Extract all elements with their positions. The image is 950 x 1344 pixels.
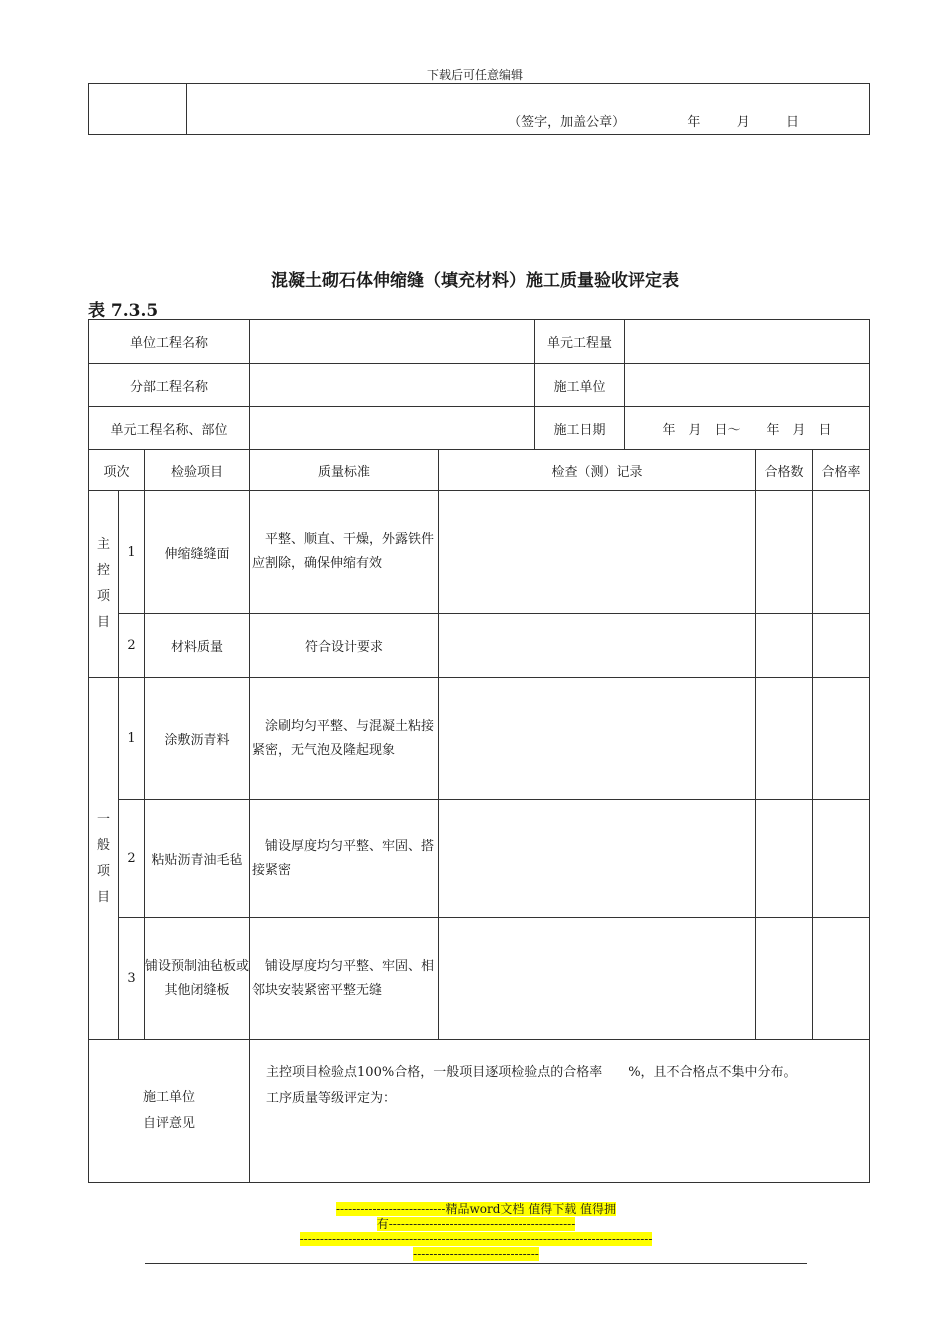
row-item: 涂敷沥青料 (145, 678, 250, 800)
row-pass-rate[interactable] (813, 918, 870, 1040)
row-pass-count[interactable] (756, 614, 813, 678)
footer-line-4: ------------------------------- (413, 1247, 539, 1261)
row-pass-count[interactable] (756, 800, 813, 918)
label-construction-date: 施工日期 (535, 407, 625, 450)
col-standard: 质量标准 (250, 450, 439, 491)
row-no: 2 (119, 800, 145, 918)
row-pass-count[interactable] (756, 678, 813, 800)
sign-month: 月 (736, 115, 750, 130)
row-standard: 涂刷均匀平整、与混凝土粘接紧密，无气泡及隆起现象 (250, 678, 439, 800)
value-unit-quantity[interactable] (625, 320, 870, 364)
table-row (89, 678, 870, 800)
col-item-no: 项次 (89, 450, 145, 491)
label-sub-project-name: 分部工程名称 (89, 364, 250, 407)
row-record[interactable] (439, 491, 756, 614)
row-record[interactable] (439, 614, 756, 678)
label-construction-unit: 施工单位 (535, 364, 625, 407)
general-items-group: 一 般 项 目 (89, 678, 119, 1040)
row-record[interactable] (439, 800, 756, 918)
sign-text: （签字，加盖公章） (508, 115, 626, 130)
opinion-content[interactable] (250, 1040, 870, 1183)
footer-line-1: ---------------------------精品word文档 值得下载 值得拥 (335, 1202, 617, 1216)
col-check-item: 检验项目 (145, 450, 250, 491)
table-row (89, 614, 870, 678)
value-construction-date[interactable]: 年 月 日～ 年 月 日 (625, 407, 870, 450)
row-no: 2 (119, 614, 145, 678)
row-pass-rate[interactable] (813, 800, 870, 918)
row-record[interactable] (439, 918, 756, 1040)
row-pass-rate[interactable] (813, 678, 870, 800)
footer-divider (145, 1263, 807, 1264)
row-standard: 符合设计要求 (250, 614, 439, 678)
label-unit-project-name: 单位工程名称 (89, 320, 250, 364)
sign-year: 年 (687, 115, 701, 130)
header-note: 下载后可任意编辑 (426, 68, 523, 82)
page-title: 混凝土砌石体伸缩缝（填充材料）施工质量验收评定表 (271, 271, 679, 291)
col-pass-count: 合格数 (756, 450, 813, 491)
row-pass-count[interactable] (756, 918, 813, 1040)
opinion-row (89, 1040, 870, 1183)
row-item: 伸缩缝缝面 (145, 491, 250, 614)
row-pass-rate[interactable] (813, 491, 870, 614)
row-item: 铺设预制油毡板或其他闭缝板 (145, 918, 250, 1040)
table-row (89, 491, 870, 614)
table-row (89, 918, 870, 1040)
row-no: 1 (119, 678, 145, 800)
sign-cell (187, 84, 870, 135)
col-pass-rate: 合格率 (813, 450, 870, 491)
opinion-text-1: 主控项目检验点100%合格，一般项目逐项检验点的合格率 %，且不合格点不集中分布。 (266, 1065, 797, 1080)
footer-watermark (145, 1202, 807, 1262)
value-element-name[interactable] (250, 407, 535, 450)
table-number: 表 7.3.5 (88, 301, 159, 321)
col-record: 检查（测）记录 (439, 450, 756, 491)
main-items-group: 主 控 项 目 (89, 491, 119, 678)
opinion-label: 施工单位 自评意见 (89, 1040, 250, 1183)
sign-day: 日 (785, 115, 799, 130)
row-no: 1 (119, 491, 145, 614)
value-sub-project-name[interactable] (250, 364, 535, 407)
footer-line-2: 有---------------------------------------------- (376, 1217, 576, 1231)
row-pass-rate[interactable] (813, 614, 870, 678)
label-element-name: 单元工程名称、部位 (89, 407, 250, 450)
opinion-text-2: 工序质量等级评定为： (266, 1091, 397, 1106)
row-no: 3 (119, 918, 145, 1040)
footer-line-3: --------------------------------------------------------------------------------------- (299, 1232, 653, 1246)
value-construction-unit[interactable] (625, 364, 870, 407)
value-unit-project-name[interactable] (250, 320, 535, 364)
row-pass-count[interactable] (756, 491, 813, 614)
top-empty-cell (89, 84, 187, 135)
row-record[interactable] (439, 678, 756, 800)
top-sign-table (88, 83, 870, 135)
row-standard: 铺设厚度均匀平整、牢固、搭接紧密 (250, 800, 439, 918)
evaluation-table (88, 319, 870, 1183)
row-item: 粘贴沥青油毛毡 (145, 800, 250, 918)
label-unit-quantity: 单元工程量 (535, 320, 625, 364)
row-standard: 铺设厚度均匀平整、牢固、相邻块安装紧密平整无缝 (250, 918, 439, 1040)
row-standard: 平整、顺直、干燥，外露铁件应割除，确保伸缩有效 (250, 491, 439, 614)
row-item: 材料质量 (145, 614, 250, 678)
table-row (89, 800, 870, 918)
